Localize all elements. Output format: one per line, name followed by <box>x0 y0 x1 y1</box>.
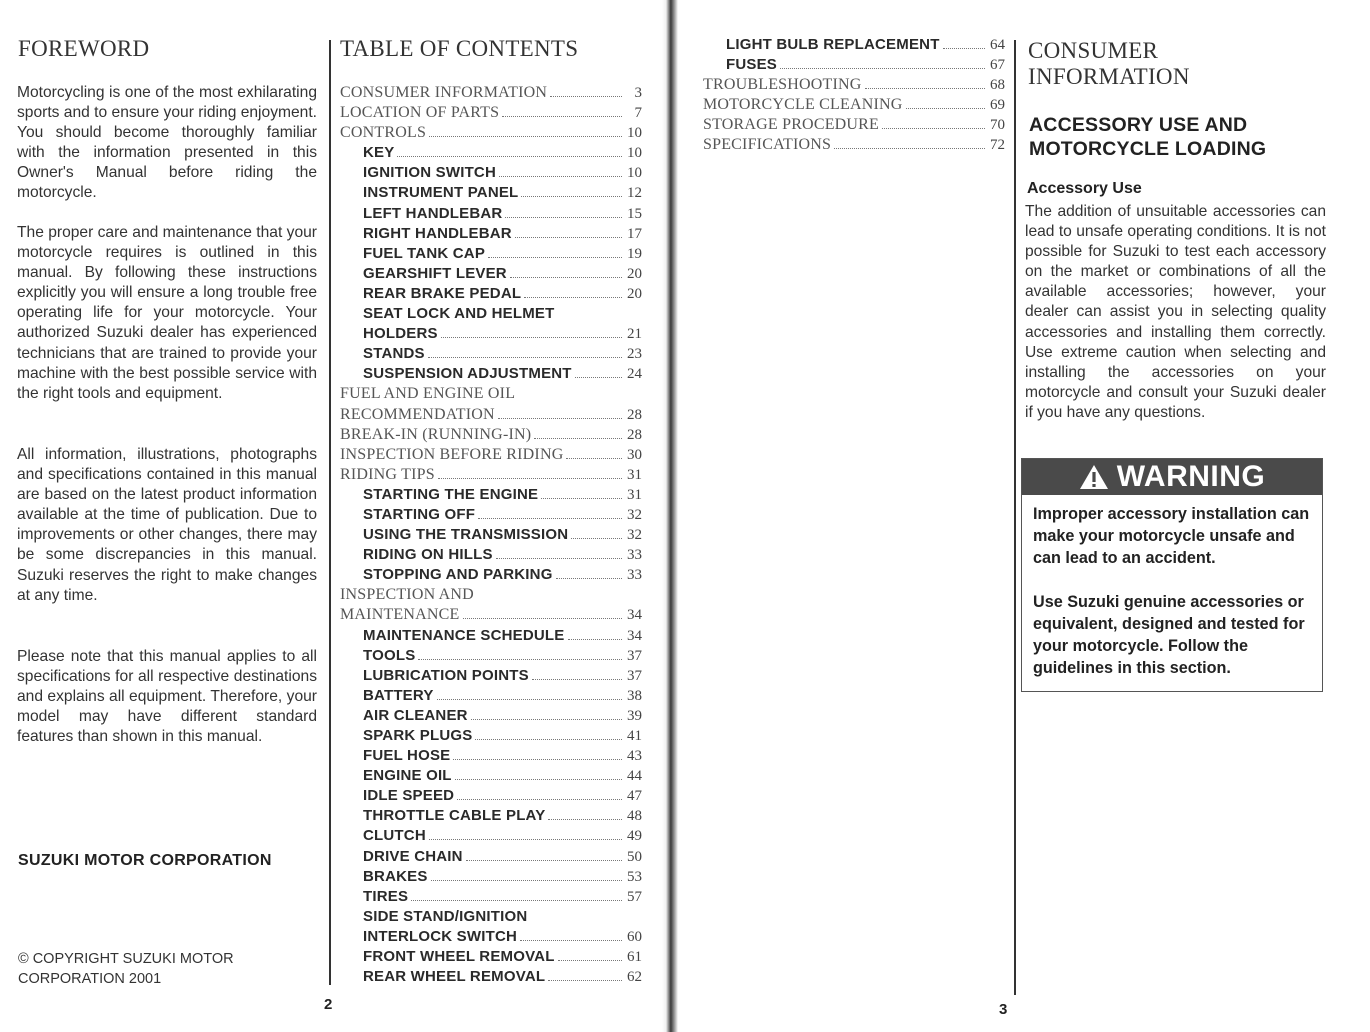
warning-box <box>1021 458 1323 692</box>
toc-leader-dots <box>429 839 622 840</box>
toc-entry <box>340 766 642 786</box>
toc-entry-page: 32 <box>627 527 642 544</box>
toc-entry <box>340 847 642 867</box>
toc-leader-dots <box>541 498 622 499</box>
toc-entry <box>340 786 642 806</box>
toc-entry <box>703 35 1005 55</box>
accessory-use-subheading: Accessory Use <box>1027 180 1142 197</box>
toc-entry-label: ENGINE OIL <box>363 767 452 785</box>
section-heading-line-1: ACCESSORY USE AND <box>1029 114 1248 136</box>
toc-leader-dots <box>548 980 622 981</box>
toc-entry-page: 19 <box>627 245 642 262</box>
toc-entry <box>340 585 642 605</box>
toc-entry-label: STOPPING AND PARKING <box>363 566 553 584</box>
toc-entry-page: 62 <box>627 969 642 986</box>
toc-entry-page: 23 <box>627 346 642 363</box>
toc-entry-label: FUEL AND ENGINE OIL <box>340 385 516 403</box>
toc-leader-dots <box>906 108 985 109</box>
toc-list <box>340 83 642 987</box>
toc-leader-dots <box>455 779 622 780</box>
toc-entry-page: 15 <box>627 205 642 222</box>
toc-entry <box>340 204 642 224</box>
toc-leader-dots <box>510 277 622 278</box>
toc-entry <box>340 947 642 967</box>
toc-entry-label: USING THE TRANSMISSION <box>363 526 569 544</box>
toc-leader-dots <box>499 176 622 177</box>
toc-leader-dots <box>457 799 622 800</box>
foreword-paragraph-1: Motorcycling is one of the most exhilarating sports and to ensure your riding enjoyment. You should become thoroughly familiar with the information presented in this Owner's Manual before riding the motorcycle. <box>17 84 317 202</box>
toc-leader-dots <box>496 558 622 559</box>
toc-entry-label: THROTTLE CABLE PLAY <box>363 807 546 825</box>
toc-entry-page: 47 <box>627 788 642 805</box>
toc-entry-label: INTERLOCK SWITCH <box>363 927 518 945</box>
toc-entry-label: TOOLS <box>363 646 416 664</box>
toc-entry-label: FUEL TANK CAP <box>363 244 486 262</box>
toc-entry-label: STARTING THE ENGINE <box>363 485 539 503</box>
corporation-name: SUZUKI MOTOR CORPORATION <box>18 852 272 869</box>
toc-entry-label: MOTORCYCLE CLEANING <box>703 96 903 114</box>
warning-header <box>1022 459 1322 495</box>
toc-leader-dots <box>411 900 622 901</box>
toc-entry-label: KEY <box>363 144 395 162</box>
toc-entry-page: 34 <box>627 627 642 644</box>
toc-leader-dots <box>428 357 622 358</box>
toc-entry-label: INSPECTION AND <box>340 586 474 604</box>
toc-entry-label: RECOMMENDATION <box>340 405 495 423</box>
toc-entry-label: CONTROLS <box>340 124 427 142</box>
toc-leader-dots <box>571 538 622 539</box>
toc-entry <box>703 135 1005 155</box>
warning-text-2: Use Suzuki genuine accessories or equivalent, designed and tested for your motorcycle. Follow the guidelines in this section. <box>1033 593 1305 677</box>
toc-entry-label: BREAK-IN (RUNNING-IN) <box>340 425 532 443</box>
toc-entry-page: 50 <box>627 848 642 865</box>
toc-entry-page: 32 <box>627 506 642 523</box>
toc-entry-label: TIRES <box>363 887 409 905</box>
toc-entry-page: 21 <box>627 326 642 343</box>
toc-entry <box>340 264 642 284</box>
toc-entry-label: RIGHT HANDLEBAR <box>363 224 512 242</box>
toc-entry-label: LOCATION OF PARTS <box>340 104 500 122</box>
toc-leader-dots <box>441 337 622 338</box>
toc-entry-label: GEARSHIFT LEVER <box>363 264 507 282</box>
toc-entry-page: 37 <box>627 647 642 664</box>
toc-entry-page: 68 <box>990 77 1005 94</box>
toc-entry <box>340 324 642 344</box>
toc-leader-dots <box>429 136 622 137</box>
toc-entry-page: 28 <box>627 426 642 443</box>
toc-entry-label: FRONT WHEEL REMOVAL <box>363 948 555 966</box>
toc-leader-dots <box>548 819 622 820</box>
toc-entry <box>340 605 642 625</box>
toc-leader-dots <box>575 377 622 378</box>
toc-leader-dots <box>780 68 985 69</box>
toc-entry <box>340 907 642 927</box>
toc-entry <box>340 626 642 646</box>
toc-entry <box>340 364 642 384</box>
accessory-use-body: The addition of unsuitable accessories can lead to unsafe operating conditions. It is not possible for Suzuki to test each accessory on the market or combinations of all the available accessories; however, your dealer can assist you in selecting quality accessories and installing them correctly. Use extreme caution when selecting and installing the accessories on your motorcycle and consult your Suzuki dealer if you have any questions. <box>1025 203 1326 421</box>
toc-entry-page: 3 <box>634 85 642 101</box>
toc-entry-page: 70 <box>990 117 1005 134</box>
toc-title: TABLE OF CONTENTS <box>340 36 579 61</box>
page-number-left: 2 <box>324 996 333 1013</box>
toc-entry-page: 41 <box>627 728 642 744</box>
copyright-notice: © COPYRIGHT SUZUKI MOTOR CORPORATION 2001 <box>18 951 234 987</box>
toc-entry-page: 34 <box>627 607 642 624</box>
toc-entry <box>340 887 642 907</box>
warning-text-1: Improper accessory installation can make your motorcycle unsafe and can lead to an accident. <box>1033 505 1310 567</box>
toc-entry <box>340 284 642 304</box>
toc-entry-page: 33 <box>627 567 642 584</box>
toc-entry-label: LIGHT BULB REPLACEMENT <box>726 36 940 53</box>
toc-leader-dots <box>524 297 622 298</box>
toc-leader-dots <box>475 739 622 740</box>
toc-entry-label: DRIVE CHAIN <box>363 847 463 865</box>
toc-leader-dots <box>520 940 622 941</box>
toc-entry-page: 38 <box>627 687 642 704</box>
toc-entry <box>340 183 642 203</box>
chapter-title-line-2: INFORMATION <box>1028 64 1190 89</box>
toc-leader-dots <box>943 48 985 49</box>
toc-entry-page: 31 <box>627 466 642 483</box>
toc-entry-page: 53 <box>627 868 642 885</box>
toc-leader-dots <box>502 116 622 117</box>
toc-entry-label: SEAT LOCK AND HELMET <box>363 305 555 323</box>
section-heading-line-2: MOTORCYCLE LOADING <box>1029 138 1267 160</box>
toc-entry <box>703 115 1005 135</box>
toc-entry <box>340 163 642 183</box>
toc-entry-label: MAINTENANCE SCHEDULE <box>363 626 565 644</box>
toc-leader-dots <box>453 759 622 760</box>
toc-entry-label: LUBRICATION POINTS <box>363 666 529 684</box>
toc-entry-page: 12 <box>627 185 642 202</box>
toc-entry <box>340 646 642 666</box>
toc-entry <box>340 826 642 846</box>
toc-entry <box>340 123 642 143</box>
toc-entry <box>340 967 642 987</box>
toc-entry-page: 61 <box>627 949 642 966</box>
foreword-paragraph-3: All information, illustrations, photographs and specifications contained in this manual are based on the latest product information available at the time of publication. Due to improvements or other changes, there may be some discrepancies in this manual. Suzuki reserves the right to make changes at any time. <box>17 446 317 604</box>
chapter-title-line-1: CONSUMER <box>1028 38 1159 63</box>
book-gutter <box>662 0 678 1032</box>
page-number-right: 3 <box>999 1001 1008 1018</box>
toc-entry-label: FUSES <box>726 56 778 74</box>
toc-leader-dots <box>431 880 622 881</box>
toc-entry-page: 17 <box>627 225 642 242</box>
toc-leader-dots <box>532 679 622 680</box>
toc-entry-page: 7 <box>634 105 642 122</box>
toc-entry <box>340 706 642 726</box>
toc-entry <box>340 726 642 746</box>
toc-entry-label: CONSUMER INFORMATION <box>340 84 548 101</box>
toc-entry-label: LEFT HANDLEBAR <box>363 204 503 222</box>
toc-entry-page: 28 <box>627 406 642 423</box>
toc-entry <box>340 806 642 826</box>
toc-entry-label: IGNITION SWITCH <box>363 164 496 182</box>
toc-entry-label: BATTERY <box>363 686 434 704</box>
toc-leader-dots <box>521 196 622 197</box>
toc-leader-dots <box>438 478 622 479</box>
toc-entry-page: 33 <box>627 547 642 564</box>
toc-leader-dots <box>471 719 622 720</box>
toc-entry-label: AIR CLEANER <box>363 706 468 724</box>
toc-leader-dots <box>556 578 622 579</box>
toc-entry-label: IDLE SPEED <box>363 787 455 805</box>
toc-entry <box>340 465 642 485</box>
toc-leader-dots <box>498 418 622 419</box>
toc-entry <box>340 244 642 264</box>
toc-leader-dots <box>882 128 985 129</box>
toc-entry-label: REAR BRAKE PEDAL <box>363 284 522 302</box>
toc-entry <box>340 505 642 525</box>
toc-leader-dots <box>515 237 622 238</box>
toc-leader-dots <box>558 960 622 961</box>
toc-leader-dots <box>550 96 622 97</box>
toc-entry-page: 24 <box>627 366 642 383</box>
toc-entry-label: RIDING ON HILLS <box>363 546 493 564</box>
toc-entry <box>340 425 642 445</box>
toc-entry-page: 60 <box>627 928 642 945</box>
toc-entry <box>340 686 642 706</box>
toc-list-continued <box>703 35 1005 156</box>
toc-entry-page: 48 <box>627 808 642 825</box>
toc-entry-page: 20 <box>627 285 642 302</box>
toc-entry-page: 64 <box>990 37 1005 53</box>
toc-leader-dots <box>566 458 622 459</box>
toc-leader-dots <box>568 639 622 640</box>
toc-leader-dots <box>466 860 622 861</box>
toc-entry <box>340 344 642 364</box>
toc-entry <box>340 746 642 766</box>
toc-entry-label: SPECIFICATIONS <box>703 136 832 154</box>
toc-entry-label: STANDS <box>363 345 425 363</box>
toc-entry-page: 49 <box>627 828 642 845</box>
toc-entry-label: CLUTCH <box>363 827 426 845</box>
toc-entry-page: 10 <box>627 165 642 182</box>
toc-entry-label: SUSPENSION ADJUSTMENT <box>363 365 572 383</box>
toc-entry-page: 44 <box>627 768 642 785</box>
toc-entry-label: BRAKES <box>363 867 428 885</box>
toc-entry-page: 67 <box>990 57 1005 74</box>
toc-entry <box>340 405 642 425</box>
column-divider-left <box>329 40 331 985</box>
toc-entry-page: 72 <box>990 137 1005 154</box>
toc-entry-page: 69 <box>990 97 1005 114</box>
chapter-title <box>1028 38 1190 90</box>
toc-entry-label: TROUBLESHOOTING <box>703 76 862 94</box>
column-divider-right <box>1014 40 1016 995</box>
toc-entry-page: 10 <box>627 125 642 142</box>
toc-entry <box>340 384 642 404</box>
toc-leader-dots <box>437 699 622 700</box>
toc-entry <box>340 83 642 103</box>
toc-entry-label: FUEL HOSE <box>363 747 451 765</box>
toc-entry-page: 39 <box>627 707 642 724</box>
foreword-paragraph-2: The proper care and maintenance that your motorcycle requires is outlined in this manual. By following these instructions explicitly you will ensure a long trouble free operating life for your motorcycle. Your authorized Suzuki dealer has experienced technicians that are trained to provide your machine with the best possible service with the right tools and equipment. <box>17 224 317 402</box>
toc-entry <box>340 565 642 585</box>
toc-entry-page: 20 <box>627 265 642 282</box>
toc-entry <box>703 75 1005 95</box>
toc-entry <box>703 95 1005 115</box>
foreword-paragraph-4: Please note that this manual applies to all specifications for all respective destinations and explains all equipment. Therefore, your model may have different standard features than shown in this manual. <box>17 648 317 746</box>
toc-entry-label: STARTING OFF <box>363 505 476 523</box>
toc-entry <box>340 927 642 947</box>
toc-entry-label: SPARK PLUGS <box>363 727 473 744</box>
toc-leader-dots <box>505 217 622 218</box>
toc-entry <box>340 304 642 324</box>
warning-triangle-icon <box>1079 464 1109 490</box>
toc-entry-label: MAINTENANCE <box>340 606 460 624</box>
toc-entry <box>340 485 642 505</box>
toc-leader-dots <box>463 618 622 619</box>
toc-leader-dots <box>397 156 622 157</box>
toc-leader-dots <box>534 438 622 439</box>
toc-entry-label: REAR WHEEL REMOVAL <box>363 968 546 986</box>
toc-leader-dots <box>865 88 985 89</box>
toc-entry-page: 37 <box>627 667 642 684</box>
toc-entry <box>340 445 642 465</box>
toc-entry-label: RIDING TIPS <box>340 465 435 483</box>
section-heading <box>1029 113 1329 161</box>
toc-entry <box>340 666 642 686</box>
toc-entry-label: SIDE STAND/IGNITION <box>363 907 528 925</box>
toc-entry <box>340 867 642 887</box>
toc-leader-dots <box>834 148 985 149</box>
toc-entry <box>340 525 642 545</box>
toc-leader-dots <box>488 257 622 258</box>
toc-entry <box>703 55 1005 75</box>
toc-entry-label: INSPECTION BEFORE RIDING <box>340 445 564 463</box>
foreword-title: FOREWORD <box>18 36 150 61</box>
toc-leader-dots <box>418 659 622 660</box>
toc-entry <box>340 545 642 565</box>
toc-entry-label: INSTRUMENT PANEL <box>363 184 519 202</box>
toc-entry-page: 43 <box>627 748 642 765</box>
toc-entry <box>340 143 642 163</box>
toc-entry <box>340 224 642 244</box>
toc-leader-dots <box>478 518 622 519</box>
toc-entry <box>340 103 642 123</box>
toc-entry-label: STORAGE PROCEDURE <box>703 116 880 134</box>
toc-entry-page: 57 <box>627 888 642 905</box>
toc-entry-page: 10 <box>627 145 642 162</box>
toc-entry-label: HOLDERS <box>363 325 438 343</box>
toc-entry-page: 31 <box>627 486 642 503</box>
warning-title: WARNING <box>1116 460 1266 493</box>
toc-entry-page: 30 <box>627 446 642 463</box>
